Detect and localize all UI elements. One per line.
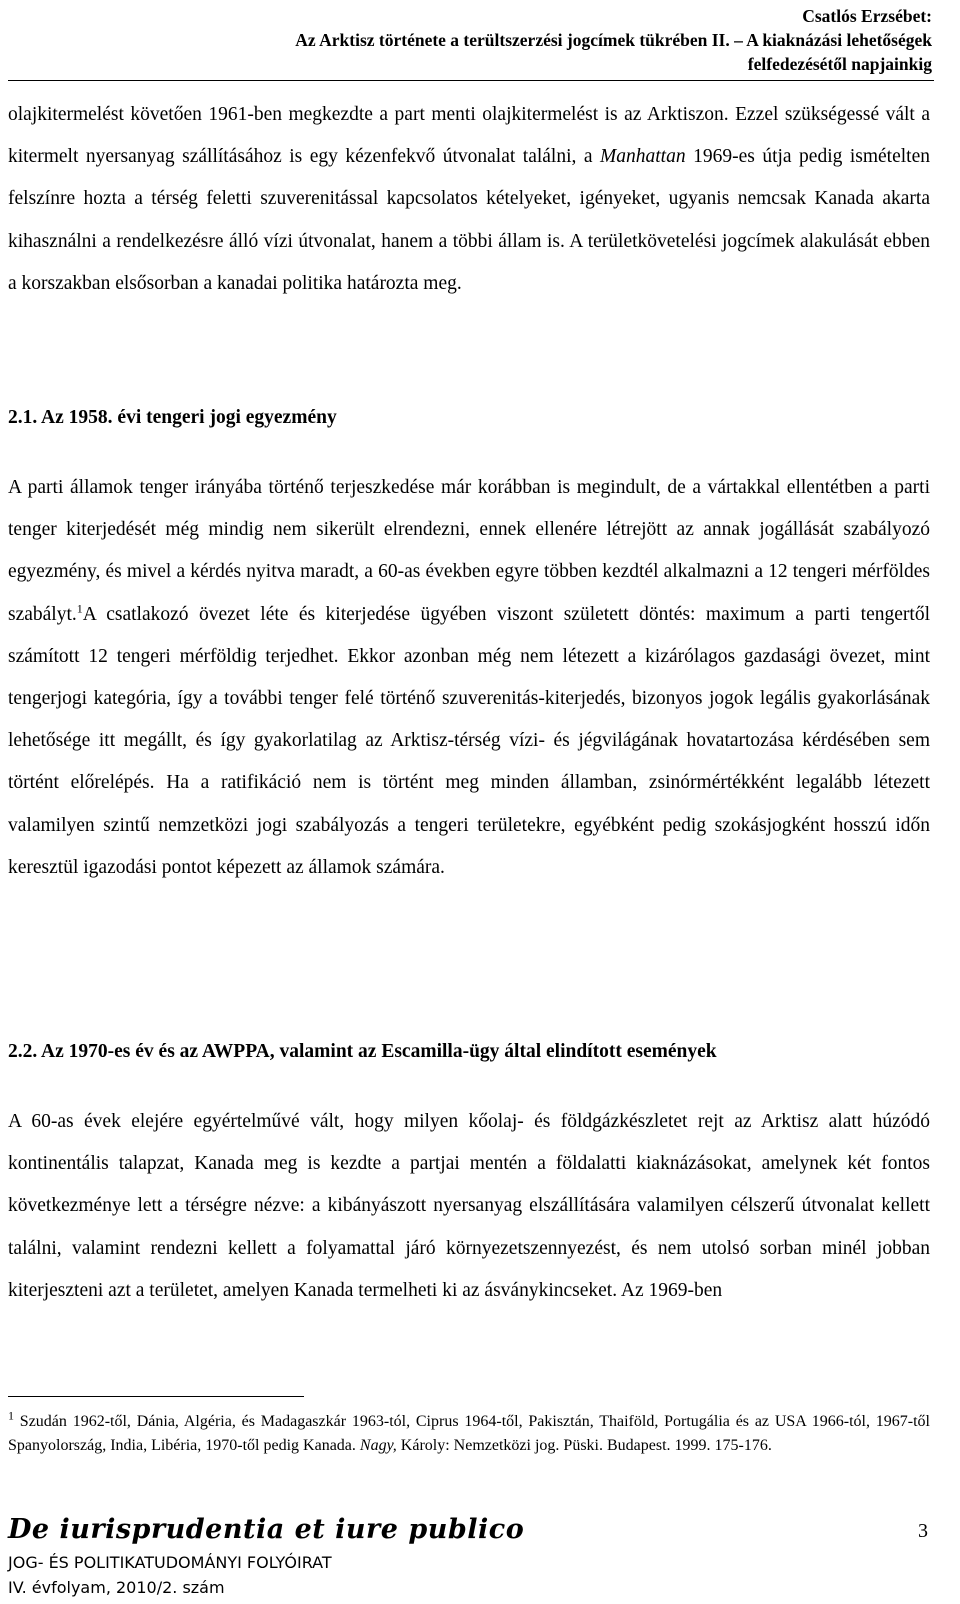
footnote-text-part1: Szudán 1962-től, Dánia, Algéria, és Madagaszkár 1963-tól, Ciprus 1964-től, Pakisztán, Thaiföld, Portugália és az USA 1966-tól, 1967-től Spanyolország, India, Libéria, 1970-től pedig Kanada. xyxy=(8,1413,930,1454)
section-heading-2-2: 2.2. Az 1970-es év és az AWPPA, valamint az Escamilla-ügy által elindított események xyxy=(8,1041,717,1062)
header-title-line2: felfedezésétől napjainkig xyxy=(747,54,932,74)
section1-paragraph xyxy=(8,467,930,889)
journal-subtitle: JOG- ÉS POLITIKATUDOMÁNYI FOLYÓIRAT xyxy=(8,1553,332,1572)
section-heading-2-1: 2.1. Az 1958. évi tengeri jogi egyezmény xyxy=(8,407,337,428)
section1-text-part2: A csatlakozó övezet léte és kiterjedése ügyében viszont született döntés: maximum a parti tengertől számított 12 tengeri mérföldig terjedhet. Ekkor azonban még nem létezett a kizárólagos gazdasági övezet, mint tengerjogi kategória, így a további tenger felé történő szuverenitás-kiterjedés, bizonyos jogok legális gyakorlásának lehetősége itt megállt, és így gyakorlatilag az Arktisz-térség vízi- és jégvilágának hovatartozása kérdésében sem történt előrelépés. Ha a ratifikáció nem is történt meg minden államban, zsinórmértékként legalább létezett valamilyen szintű nemzetközi jogi szabályozás a tengeri területekre, egyébként pedig szokásjogként hosszú időn keresztül igazodási pontot képezett az államok számára. xyxy=(8,603,930,878)
footnote-ref: 1 xyxy=(76,601,83,616)
header-divider xyxy=(8,80,934,81)
intro-paragraph xyxy=(8,94,930,305)
footnote-divider xyxy=(8,1396,304,1397)
section1-text-part1: A parti államok tenger irányába történő terjeszkedése már korábban is megindult, de a vártakkal ellentétben a parti tenger kiterjedését még mindig nem sikerült elrendezni, ennek ellenére létrejött az annak jogállását szabályozó egyezmény, és mivel a kérdés nyitva maradt, a 60-as években egyre többen kezdtél alkalmazni a 12 tengeri mérföldes szabályt. xyxy=(8,477,930,625)
footnote-text-part2: Károly: Nemzetközi jog. Püski. Budapest. 1999. 175-176. xyxy=(396,1437,772,1454)
ship-name: Manhattan xyxy=(600,146,686,168)
intro-text-part2: 1969-es útja pedig ismételten felszínre hozta a térség feletti szuverenitással kapcsolatos kételyeket, igényeket, ugyanis nemcsak Kanada akarta kihasználni a rendelkezésre álló vízi útvonalat, hanem a többi állam is. A területkövetelési jogcímek alakulását ebben a korszakban elsősorban a kanadai politika határozta meg. xyxy=(8,146,930,294)
journal-title: De iurisprudentia et iure publico xyxy=(8,1514,525,1545)
footnote xyxy=(8,1410,930,1458)
footnote-author: Nagy, xyxy=(359,1437,397,1454)
running-header xyxy=(295,4,932,76)
intro-text-part1: olajkitermelést követően 1961-ben megkezdte a part menti olajkitermelést is az Arktiszon. Ezzel szükségessé vált a kitermelt nyersanyag szállításához is egy kézenfekvő útvonalat találni, a xyxy=(8,104,930,168)
page-number: 3 xyxy=(918,1520,928,1542)
section2-text: A 60-as évek elejére egyértelművé vált, hogy milyen kőolaj- és földgázkészletet rejt az Arktisz alatt húzódó kontinentális talapzat, Kanada meg is kezdte a partjai mentén a földalatti kiaknázásokat, amelynek két fontos következménye lett a térségre nézve: a kibányászott nyersanyag elszállítására valamilyen célszerű útvonalat kellett találni, valamint rendezni kellett a folyamattal járó környezetszennyezést, és nem utolsó sorban minél jobban kiterjeszteni azt a területet, amelyen Kanada termelheti ki az ásványkincseket. Az 1969-ben xyxy=(8,1111,930,1301)
section2-paragraph xyxy=(8,1101,930,1312)
header-author: Csatlós Erzsébet: xyxy=(802,6,932,26)
footnote-number: 1 xyxy=(8,1408,14,1423)
journal-issue: IV. évfolyam, 2010/2. szám xyxy=(8,1578,225,1597)
header-title-line1: Az Arktisz története a terültszerzési jogcímek tükrében II. – A kiaknázási lehetőségek xyxy=(295,30,932,50)
